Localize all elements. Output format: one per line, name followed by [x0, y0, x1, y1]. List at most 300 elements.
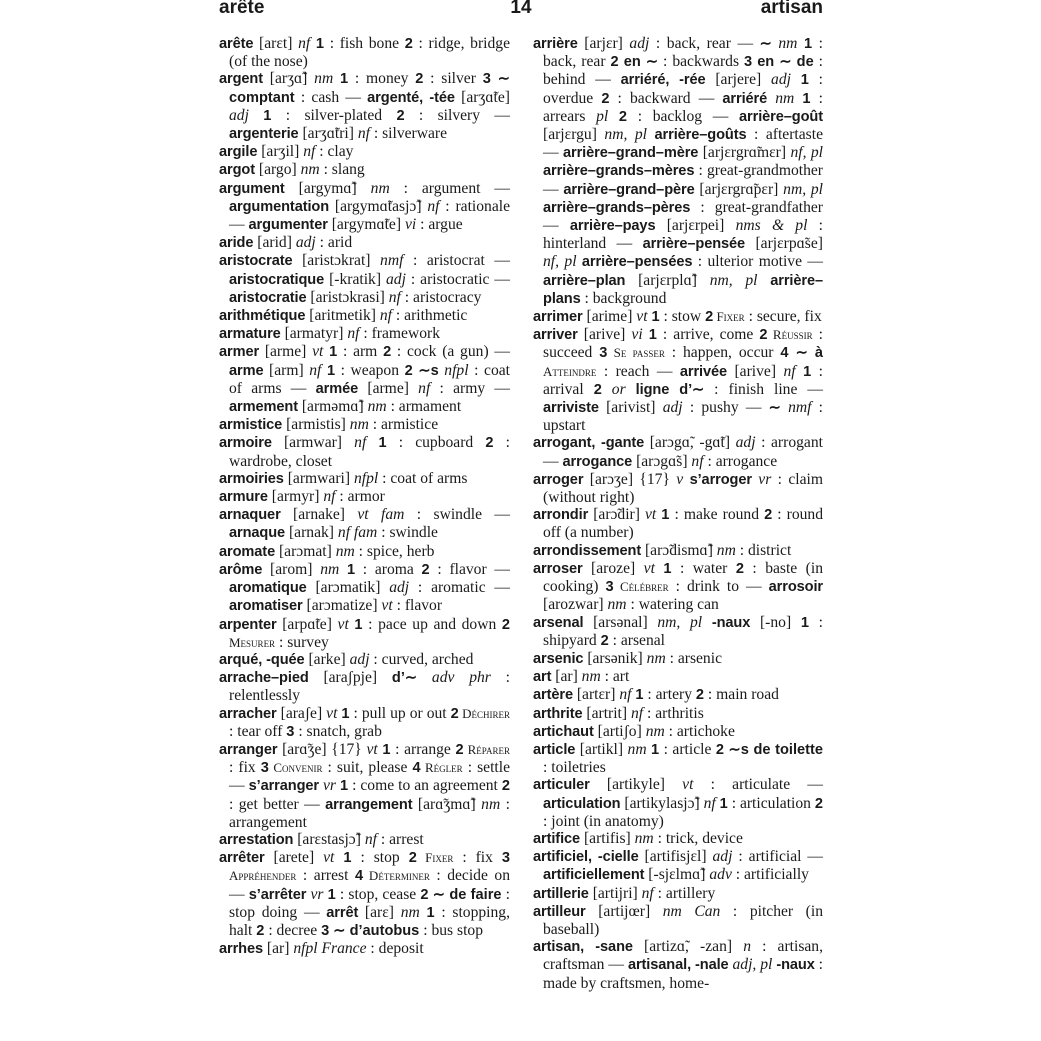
- sense-number: ∼: [768, 400, 781, 417]
- sense-number: 3 en ∼ de: [743, 54, 814, 71]
- definition-text: : arsenal: [608, 631, 666, 649]
- definition-text: : backlog —: [627, 107, 740, 125]
- phonetic: [arjɛrgrɑ̃mɛr]: [698, 144, 791, 162]
- definition-text: : great-grandfather —: [543, 198, 823, 235]
- definition-text: : weapon: [335, 361, 405, 379]
- dictionary-entry: [533, 560, 823, 614]
- sense-number: 3 ∼ d’autobus: [321, 922, 420, 939]
- headword: armement: [229, 399, 298, 416]
- dictionary-entry: [533, 506, 823, 541]
- definition-text: : arrival: [543, 362, 823, 398]
- definition-text: : stop, cease: [335, 885, 421, 903]
- part-of-speech: nf: [783, 362, 804, 380]
- definition-text: : armistice: [368, 416, 439, 434]
- dictionary-entry: [219, 940, 510, 958]
- dictionary-entry: [219, 234, 510, 252]
- part-of-speech: adj: [229, 106, 264, 124]
- phonetic: [-kratik]: [324, 270, 386, 288]
- usage-label: Réussir: [767, 327, 813, 343]
- headword: armer: [219, 344, 260, 361]
- headword: arrière–grand–mère: [563, 145, 699, 162]
- phonetic: [arke]: [304, 650, 350, 668]
- sense-number: 1: [341, 705, 350, 722]
- definition-text: : back, rear —: [649, 35, 760, 52]
- headword: argent: [219, 71, 264, 88]
- sense-number: 1: [800, 72, 809, 89]
- definition-text: : arm: [337, 343, 384, 361]
- definition-text: : settle —: [229, 759, 510, 795]
- dictionary-entry: [219, 705, 510, 741]
- phonetic: [arɔgɑ̃, -gɑ̃t]: [644, 434, 736, 452]
- sense-number: 2: [404, 36, 413, 52]
- sense-number: 1: [426, 904, 435, 921]
- phonetic: [aroze]: [582, 559, 644, 577]
- part-of-speech: nm, pl: [604, 126, 655, 144]
- phonetic: [arɔmatik]: [306, 579, 390, 597]
- sense-number: 2: [735, 560, 744, 577]
- dictionary-entry: [533, 308, 823, 326]
- definition-text: : watering can: [626, 596, 719, 614]
- definition-text: : stow: [659, 308, 706, 326]
- headword: artisanal, -nale: [627, 957, 729, 974]
- phonetic: [artijœr]: [585, 902, 663, 920]
- definition-text: : curved, arched: [369, 650, 474, 668]
- phonetic: [armwar]: [271, 434, 355, 452]
- sense-number: 1: [648, 327, 657, 344]
- sense-number: 2: [705, 309, 714, 326]
- dictionary-entry: [219, 831, 510, 849]
- headword: aristocrate: [219, 253, 293, 270]
- dictionary-entry: [219, 651, 510, 669]
- usage-label: Fixer: [713, 309, 745, 325]
- headword: argile: [219, 144, 258, 161]
- phonetic: [artifisjɛl]: [638, 848, 713, 866]
- part-of-speech: vt: [645, 506, 662, 524]
- definition-text: : arthritis: [643, 704, 704, 722]
- dictionary-entry: [533, 776, 823, 830]
- sense-number: 1: [661, 507, 670, 524]
- definition-text: : framework: [359, 325, 441, 343]
- headword: arrière: [533, 36, 578, 52]
- sense-number: 2: [593, 381, 602, 398]
- definition-text: : made by craftsmen, home-: [543, 956, 824, 992]
- definition-text: : great-grandmother —: [543, 162, 823, 198]
- part-of-speech: nm: [645, 722, 665, 740]
- headword: arrêter: [219, 850, 265, 867]
- phonetic: [aristɔkrasi]: [306, 288, 389, 306]
- headword: arrangement: [325, 796, 413, 813]
- sense-number: ∼: [759, 36, 772, 52]
- phonetic: [arʒɑ̃]: [263, 70, 315, 88]
- phonetic: [arɔmatize]: [302, 597, 382, 615]
- headword: arroser: [533, 560, 583, 577]
- definition-text: : articulate —: [693, 776, 823, 794]
- headword: argument: [219, 180, 285, 197]
- part-of-speech: adj: [712, 848, 733, 866]
- sense-number: 1: [263, 107, 272, 124]
- phonetic: [arjere]: [705, 71, 772, 89]
- part-of-speech: nf: [309, 361, 327, 379]
- definition-text: : bus stop: [419, 921, 483, 939]
- part-of-speech: vt: [337, 615, 355, 633]
- dictionary-entry: [219, 669, 510, 704]
- headword: armure: [219, 489, 268, 506]
- part-of-speech: v: [676, 470, 690, 488]
- definition-text: : succeed: [543, 326, 824, 362]
- part-of-speech: nf: [347, 325, 360, 343]
- part-of-speech: nm: [349, 416, 369, 434]
- sense-number: 1: [354, 616, 363, 633]
- definition-text: : money: [348, 70, 416, 88]
- part-of-speech: vt: [643, 559, 664, 577]
- dictionary-entry: [219, 470, 510, 488]
- part-of-speech: nf: [357, 125, 370, 143]
- headword: arrimer: [533, 309, 583, 326]
- dictionary-entry: [219, 70, 510, 143]
- phonetic: [argymɑ̃]: [284, 179, 371, 197]
- phonetic: [arsənal]: [583, 613, 658, 631]
- usage-label: Fixer: [416, 850, 454, 866]
- definition-text: : coat of arms —: [229, 361, 510, 397]
- definition-text: : suit, please: [322, 759, 413, 777]
- dictionary-entry: [219, 434, 510, 469]
- dictionary-entry: [533, 723, 823, 741]
- definition-text: : armament: [386, 398, 462, 416]
- phonetic: [artikl]: [575, 740, 628, 758]
- definition-text: : slang: [319, 161, 365, 179]
- definition-text: : fix: [229, 759, 261, 777]
- definition-text: : army —: [430, 379, 510, 397]
- phonetic: [arid]: [253, 234, 296, 252]
- dictionary-entry: [533, 471, 823, 506]
- definition-text: : arrange: [390, 740, 456, 758]
- part-of-speech: n: [743, 938, 751, 956]
- phonetic: [arjɛrpei]: [655, 217, 736, 235]
- definition-text: : armor: [335, 488, 385, 506]
- sense-number: 2: [455, 741, 464, 758]
- sense-number: 4 ∼ à: [780, 345, 823, 362]
- definition-text: : decide on —: [229, 867, 511, 903]
- headword: arrière–goût: [739, 108, 823, 125]
- part-of-speech: nf: [323, 488, 336, 506]
- phonetic: [armistis]: [282, 416, 350, 434]
- usage-label: Réparer: [463, 741, 510, 757]
- usage-label: Déterminer: [363, 868, 430, 884]
- phonetic: [artijri]: [588, 884, 642, 902]
- dictionary-entry: [219, 161, 510, 179]
- headword: artificiellement: [543, 867, 645, 884]
- dictionary-entry: [219, 488, 510, 506]
- part-of-speech: adj: [771, 71, 801, 89]
- phonetic: [arɑ̃ʒe] {17}: [277, 740, 367, 758]
- definition-text: : artificial —: [732, 848, 823, 866]
- sense-number: 2: [408, 850, 417, 867]
- phonetic: [arɑ̃ʒmɑ̃]: [412, 795, 482, 813]
- phonetic: [arɛstasjɔ̃]: [293, 830, 365, 848]
- sense-number: 1: [315, 36, 325, 52]
- sense-number: 4: [412, 760, 421, 777]
- part-of-speech: nf: [418, 379, 431, 397]
- definition-text: : artichoke: [664, 722, 735, 740]
- headword: arrière–grands–mères: [543, 163, 695, 180]
- headword: arriéré: [722, 90, 768, 107]
- dictionary-entry: [219, 416, 510, 434]
- dictionary-entry: [533, 741, 823, 776]
- part-of-speech: nm, pl: [783, 180, 823, 198]
- sense-number: 2: [501, 778, 510, 795]
- headword: argumenter: [248, 217, 328, 234]
- dictionary-entry: [533, 830, 823, 848]
- sense-number: 1: [382, 741, 391, 758]
- part-of-speech: nf: [641, 884, 654, 902]
- part-of-speech: nm: [627, 740, 652, 758]
- usage-label: Déchirer: [458, 705, 511, 721]
- part-of-speech: vt: [323, 849, 344, 867]
- headword: arthrite: [533, 705, 583, 722]
- definition-text: : decree: [264, 921, 322, 939]
- phonetic: [arsənik]: [583, 649, 647, 667]
- part-of-speech: nf: [388, 288, 401, 306]
- part-of-speech: pl: [596, 107, 619, 125]
- sense-number: 3: [605, 579, 614, 596]
- definition-text: : overdue: [543, 71, 824, 107]
- dictionary-entry: [219, 849, 510, 940]
- headword: aride: [219, 235, 254, 252]
- phonetic: [arozwar]: [543, 596, 608, 614]
- sense-number: 1: [802, 90, 811, 107]
- definition-text: : make round: [669, 506, 765, 524]
- phonetic: [arʒɑ̃te]: [454, 88, 510, 106]
- definition-text: : district: [735, 541, 792, 559]
- definition-text: : hinterland —: [543, 217, 824, 253]
- headword: s’arranger: [248, 778, 319, 795]
- definition-text: : joint (in anatomy): [543, 812, 664, 830]
- part-of-speech: nm: [367, 398, 387, 416]
- definition-text: : come to an agreement: [348, 777, 502, 795]
- definition-text: : pushy —: [682, 399, 769, 417]
- sense-number: 3: [501, 850, 511, 867]
- sense-number: 1: [800, 614, 809, 631]
- dictionary-entry: [533, 614, 823, 650]
- sense-number: 2: [814, 795, 823, 812]
- headword: arnaque: [229, 525, 286, 542]
- phonetic: [arɔ̃dismɑ̃]: [641, 541, 717, 559]
- headword: aristocratie: [229, 289, 307, 306]
- definition-text: : baste (in cooking): [543, 559, 824, 596]
- headword: arrhes: [219, 941, 264, 958]
- headword: arrière–pensée: [642, 236, 746, 253]
- part-of-speech: nf, pl: [543, 253, 582, 271]
- definition-text: : silvery —: [404, 106, 510, 124]
- dictionary-entry: [219, 543, 510, 561]
- definition-text: : stop doing —: [229, 885, 511, 921]
- definition-text: : survey: [275, 633, 329, 651]
- part-of-speech: vr: [318, 777, 340, 795]
- phonetic: [arpɑ̃te]: [276, 615, 338, 633]
- phonetic: [arive]: [727, 362, 784, 380]
- headword: arrière–goûts: [654, 127, 747, 144]
- definition-text: : main road: [704, 686, 779, 704]
- definition-text: : flavor —: [429, 560, 510, 578]
- phonetic: [artikyle]: [589, 776, 683, 794]
- part-of-speech: vr: [306, 885, 328, 903]
- definition-text: : aromatic —: [409, 579, 511, 597]
- phonetic: [argymɑ̃tasjɔ̃]: [329, 197, 428, 215]
- definition-text: : silverware: [369, 125, 448, 143]
- part-of-speech: nm: [716, 541, 736, 559]
- usage-label: Se passer: [607, 345, 665, 361]
- definition-text: : artisan, craftsman —: [543, 938, 824, 974]
- headword: articuler: [533, 777, 590, 794]
- phonetic: [arjɛrgu]: [543, 126, 605, 144]
- part-of-speech: nms & pl: [735, 217, 808, 235]
- dictionary-entry: [219, 325, 510, 343]
- sense-number: 1: [343, 850, 352, 867]
- headword: arriéré, -rée: [620, 72, 706, 89]
- headword: ligne d’∼: [635, 381, 705, 398]
- definition-text: : argument —: [389, 179, 510, 197]
- sense-number: 1: [651, 309, 660, 326]
- phonetic: [armatyr]: [280, 325, 348, 343]
- sense-number: 2: [764, 507, 773, 524]
- part-of-speech: nfpl: [353, 469, 379, 487]
- headword: articulation: [543, 795, 621, 812]
- definition-text: : aristocracy: [400, 288, 482, 306]
- definition-text: : get better —: [229, 795, 326, 813]
- headword: argenté, -tée: [367, 89, 455, 106]
- part-of-speech: adj: [735, 434, 756, 452]
- definition-text: : article: [659, 740, 716, 758]
- sense-number: 2: [396, 107, 405, 124]
- sense-number: 1: [803, 36, 813, 52]
- phonetic: [armyr]: [267, 488, 324, 506]
- part-of-speech: nm: [400, 903, 427, 921]
- phonetic: [arnake]: [280, 506, 358, 524]
- part-of-speech: nmf: [780, 399, 812, 417]
- part-of-speech: nm: [370, 179, 390, 197]
- sense-number: 2 ∼ de faire: [420, 886, 502, 903]
- phonetic: [artizɑ̃, -zan]: [632, 938, 744, 956]
- part-of-speech: adv: [709, 866, 732, 884]
- sense-number: 3: [260, 760, 269, 777]
- sense-number: 1: [635, 687, 644, 704]
- dictionary-entry: [219, 307, 510, 325]
- headword: arriviste: [543, 400, 599, 417]
- dictionary-entry: [533, 848, 823, 884]
- sense-number: 1: [719, 795, 728, 812]
- part-of-speech: nm: [581, 668, 601, 686]
- headword: arithmétique: [219, 308, 306, 325]
- headword: arrière–plans: [543, 272, 823, 307]
- definition-text: : silver-plated: [271, 106, 397, 124]
- sense-number: 1: [329, 344, 338, 361]
- sense-number: 4: [354, 868, 364, 885]
- part-of-speech: nfpl France: [293, 940, 367, 958]
- sense-number: 2: [759, 327, 768, 344]
- part-of-speech: vt: [326, 704, 342, 722]
- definition-text: : cupboard: [386, 434, 486, 452]
- dictionary-entry: [219, 252, 510, 307]
- definition-text: : cock (a gun) —: [391, 343, 510, 361]
- sense-number: 1: [340, 71, 349, 88]
- sense-number: 2 en ∼: [610, 54, 659, 71]
- headword: armoire: [219, 435, 272, 452]
- phonetic: [-no]: [750, 613, 801, 631]
- headword: s’arrêter: [248, 886, 307, 903]
- part-of-speech: nf fam: [337, 524, 378, 542]
- sense-number: 1: [346, 561, 356, 578]
- headword: armoiries: [219, 470, 284, 487]
- part-of-speech: nm: [767, 89, 803, 107]
- sense-number: 2: [601, 90, 610, 107]
- definition-text: : argue: [416, 216, 463, 234]
- headword: -naux: [711, 614, 751, 631]
- phonetic: [araʃe]: [276, 704, 327, 722]
- part-of-speech: nm: [335, 542, 355, 560]
- headword: arrondir: [533, 507, 589, 524]
- part-of-speech: nf: [630, 704, 644, 722]
- definition-text: : drink to —: [668, 578, 769, 596]
- definition-text: : finish line —: [704, 380, 823, 398]
- definition-text: : art: [600, 668, 630, 686]
- definition-text: : reach —: [596, 362, 680, 380]
- phonetic: [arʒɑ̃tri]: [298, 125, 358, 143]
- definition-text: : pace up and down: [362, 615, 502, 633]
- part-of-speech: adj: [662, 399, 683, 417]
- part-of-speech: adj: [386, 270, 406, 288]
- part-of-speech: nf: [364, 830, 377, 848]
- page-number: 14: [510, 0, 532, 18]
- headword: arranger: [219, 741, 278, 758]
- definition-text: : cash —: [294, 88, 368, 106]
- sense-number: 2 ∼s de toilette: [715, 741, 823, 758]
- usage-label: Atteindre: [543, 363, 597, 379]
- headword: arracher: [219, 705, 277, 722]
- definition-text: : coat of arms: [378, 469, 468, 487]
- part-of-speech: nf: [379, 307, 393, 325]
- sense-number: 1: [663, 560, 672, 577]
- phonetic: [-sjɛlmɑ̃]: [644, 866, 710, 884]
- part-of-speech: vt: [682, 776, 694, 794]
- part-of-speech: nmf: [380, 252, 404, 270]
- phonetic: [arive]: [577, 326, 632, 344]
- phonetic: [argymɑ̃te]: [327, 216, 405, 234]
- definition-text: : water: [671, 559, 736, 577]
- definition-text: : artillery: [653, 884, 716, 902]
- definition-text: : arrogant —: [543, 434, 823, 470]
- definition-text: : aftertaste —: [543, 126, 823, 162]
- headword: artificiel, -cielle: [533, 849, 639, 866]
- headword: arsenal: [533, 614, 584, 631]
- headword: arrondissement: [533, 542, 642, 559]
- phonetic: [artifis]: [580, 829, 635, 847]
- right-guideword: artisan: [760, 0, 823, 18]
- definition-text: : rationale —: [229, 197, 510, 234]
- part-of-speech: nf: [354, 434, 379, 452]
- headword: arrogance: [562, 453, 633, 470]
- phonetic: [ar]: [263, 940, 294, 958]
- definition-text: : tear off: [229, 722, 287, 740]
- phonetic: [arme]: [259, 343, 313, 361]
- definition-text: : clay: [315, 143, 354, 161]
- definition-text: : claim (without right): [543, 470, 823, 507]
- dictionary-entry: [533, 650, 823, 668]
- phonetic: [arɛt]: [253, 35, 299, 52]
- part-of-speech: nm: [646, 649, 666, 667]
- definition-text: : arrest: [376, 830, 424, 848]
- sense-number: 2: [618, 108, 628, 125]
- phonetic: [arnak]: [285, 524, 338, 542]
